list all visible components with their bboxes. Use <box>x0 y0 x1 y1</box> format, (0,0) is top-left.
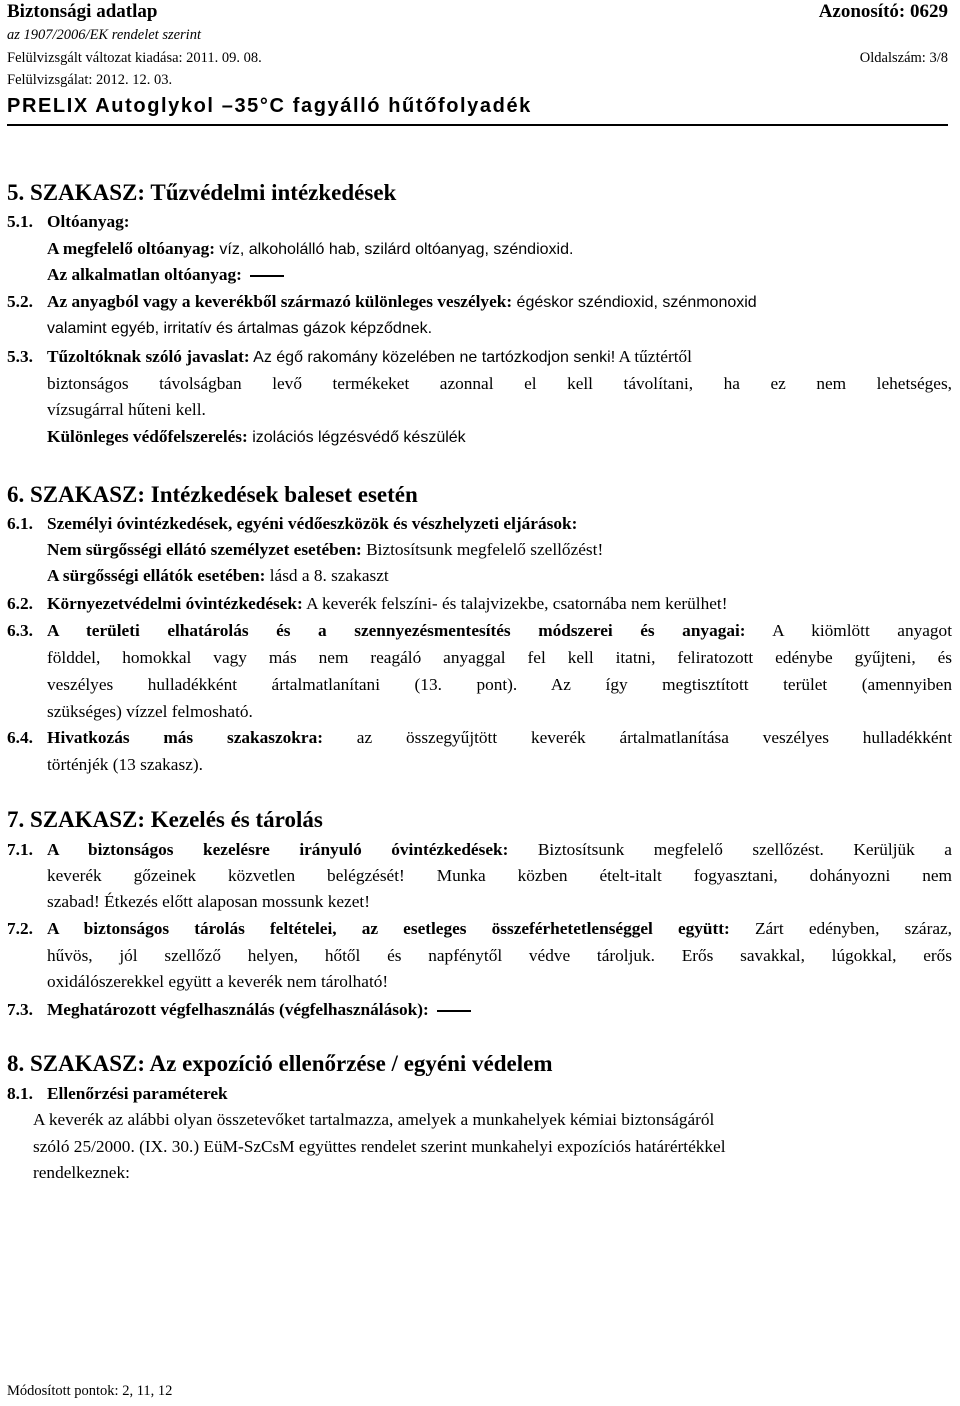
item-number: 6.2. <box>7 594 33 613</box>
item-title: Ellenőrzési paraméterek <box>47 1084 228 1103</box>
revision-date: Felülvizsgált változat kiadása: 2011. 09. 08. <box>7 50 262 66</box>
dash-icon <box>437 1010 471 1012</box>
item-title: Az anyagból vagy a keverékből származó különleges veszélyek: <box>47 292 513 311</box>
value: az összegyűjtött keverék ártalmatlanítása veszélyes hulladékként <box>322 728 952 747</box>
item-title: Oltóanyag: <box>47 212 130 231</box>
label: Nem sürgősségi ellátó személyzet esetében: <box>47 540 362 559</box>
value: víz, alkoholálló hab, szilárd oltóanyag, széndioxid. <box>214 241 574 258</box>
value: égéskor széndioxid, szénmonoxid <box>512 294 757 311</box>
document-identifier: Azonosító: 0629 <box>818 1 948 22</box>
review-date: Felülvizsgálat: 2012. 12. 03. <box>7 72 173 88</box>
item-number: 5.3. <box>7 347 33 366</box>
item-7-3 <box>7 997 471 1023</box>
document-title: Biztonsági adatlap <box>7 1 158 22</box>
item-title: Hivatkozás más szakaszokra: <box>47 728 323 747</box>
label: Különleges védőfelszerelés: <box>47 427 248 446</box>
item-6-4 <box>7 725 952 751</box>
extinguisher-unsuitable <box>47 262 284 288</box>
item-number: 5.1. <box>7 212 33 231</box>
item-6-3-cont3: szükséges) vízzel felmosható. <box>47 702 253 721</box>
value-2: A tűztértől <box>615 347 692 366</box>
section-5-heading: 5. SZAKASZ: Tűzvédelmi intézkedések <box>7 180 397 205</box>
item-8-1 <box>7 1081 228 1107</box>
value: lásd a 8. szakaszt <box>265 566 389 585</box>
item-7-1-cont2: szabad! Étkezés előtt alaposan mossunk kezet! <box>47 892 370 911</box>
item-number: 7.1. <box>7 840 33 859</box>
item-title: Környezetvédelmi óvintézkedések: <box>47 594 303 613</box>
item-title: Tűzoltóknak szóló javaslat: <box>47 347 250 366</box>
item-number: 6.3. <box>7 621 33 640</box>
item-7-1-cont1: keverék gőzeinek közvetlen belégzését! Munka közben ételt-italt fogyasztani, dohányozni nem <box>47 866 952 885</box>
paragraph-line-1: A keverék az alábbi olyan összetevőket tartalmazza, amelyek a munkahelyek kémiai biztonságáról <box>33 1110 715 1129</box>
item-5-1 <box>7 209 130 235</box>
product-name: PRELIX Autoglykol –35°C fagyálló hűtőfolyadék <box>7 95 532 117</box>
item-title: A biztonságos kezelésre irányuló óvintézkedések: <box>47 840 509 859</box>
value: Az égő rakomány közelében ne tartózkodjon senki! <box>249 349 616 366</box>
item-title: A biztonságos tárolás feltételei, az esetleges összeférhetetlenséggel együtt: <box>47 919 730 938</box>
item-7-1 <box>7 837 952 863</box>
item-title: A területi elhatárolás és a szennyezésmentesítés módszerei és anyagai: <box>47 621 746 640</box>
item-6-2 <box>7 591 727 617</box>
value: Biztosítsunk megfelelő szellőzést. Kerüljük a <box>508 840 952 859</box>
regulation-reference: az 1907/2006/EK rendelet szerint <box>7 27 201 43</box>
header-divider <box>7 124 948 126</box>
emergency-responders <box>47 563 389 589</box>
item-5-2 <box>7 289 757 316</box>
label: A sürgősségi ellátók esetében: <box>47 566 266 585</box>
item-title: Személyi óvintézkedések, egyéni védőeszközök és vészhelyzeti eljárások: <box>47 514 578 533</box>
item-number: 5.2. <box>7 292 33 311</box>
item-5-2-cont: valamint egyéb, irritatív és ártalmas gázok képződnek. <box>47 320 433 337</box>
item-5-3-cont2: vízsugárral hűteni kell. <box>47 400 206 419</box>
item-6-3 <box>7 618 952 644</box>
section-7-heading: 7. SZAKASZ: Kezelés és tárolás <box>7 807 323 832</box>
label: A megfelelő oltóanyag: <box>47 239 215 258</box>
value: Zárt edényben, száraz, <box>729 919 952 938</box>
item-number: 6.1. <box>7 514 33 533</box>
paragraph-line-3: rendelkeznek: <box>33 1163 130 1182</box>
item-7-2-cont2: oxidálószerekkel együtt a keverék nem tárolható! <box>47 972 389 991</box>
section-6-heading: 6. SZAKASZ: Intézkedések baleset esetén <box>7 482 418 507</box>
item-number: 7.3. <box>7 1000 33 1019</box>
item-number: 7.2. <box>7 919 33 938</box>
item-6-3-cont1: földdel, homokkal vagy más nem reagáló anyaggal fel kell itatni, feliratozott edénybe gyűjteni, és <box>47 648 952 667</box>
item-5-3-cont1: biztonságos távolságban levő termékeket azonnal el kell távolítani, ha ez nem lehetséges, <box>47 374 952 393</box>
section-8-heading: 8. SZAKASZ: Az expozíció ellenőrzése / egyéni védelem <box>7 1051 553 1076</box>
item-6-3-cont2: veszélyes hulladékként ártalmatlanítani (13. pont). Az így megtisztított terület (amennyiben <box>47 675 952 694</box>
value: A kiömlött anyagot <box>745 621 952 640</box>
item-title: Meghatározott végfelhasználás (végfelhasználások): <box>47 1000 429 1019</box>
value: izolációs légzésvédő készülék <box>247 429 466 446</box>
item-6-4-cont1: történjék (13 szakasz). <box>47 755 203 774</box>
non-emergency-personnel <box>47 537 603 563</box>
item-5-3 <box>7 344 952 371</box>
item-7-2 <box>7 916 952 942</box>
page-number: Oldalszám: 3/8 <box>859 50 948 66</box>
item-number: 8.1. <box>7 1084 33 1103</box>
paragraph-line-2: szóló 25/2000. (IX. 30.) EüM-SzCsM együttes rendelet szerint munkahelyi expozíciós határértékkel <box>33 1137 726 1156</box>
dash-icon <box>250 275 284 277</box>
label: Az alkalmatlan oltóanyag: <box>47 265 242 284</box>
modified-points: Módosított pontok: 2, 11, 12 <box>7 1383 173 1399</box>
value: A keverék felszíni- és talajvizekbe, csatornába nem kerülhet! <box>302 594 728 613</box>
protective-equipment <box>47 424 466 451</box>
item-number: 6.4. <box>7 728 33 747</box>
extinguisher-suitable <box>47 236 573 263</box>
item-6-1 <box>7 511 577 537</box>
item-7-2-cont1: hűvös, jól szellőző helyen, hőtől és napfénytől védve tároljuk. Erős savakkal, lúgokkal, erős <box>47 946 952 965</box>
value: Biztosítsunk megfelelő szellőzést! <box>361 540 604 559</box>
